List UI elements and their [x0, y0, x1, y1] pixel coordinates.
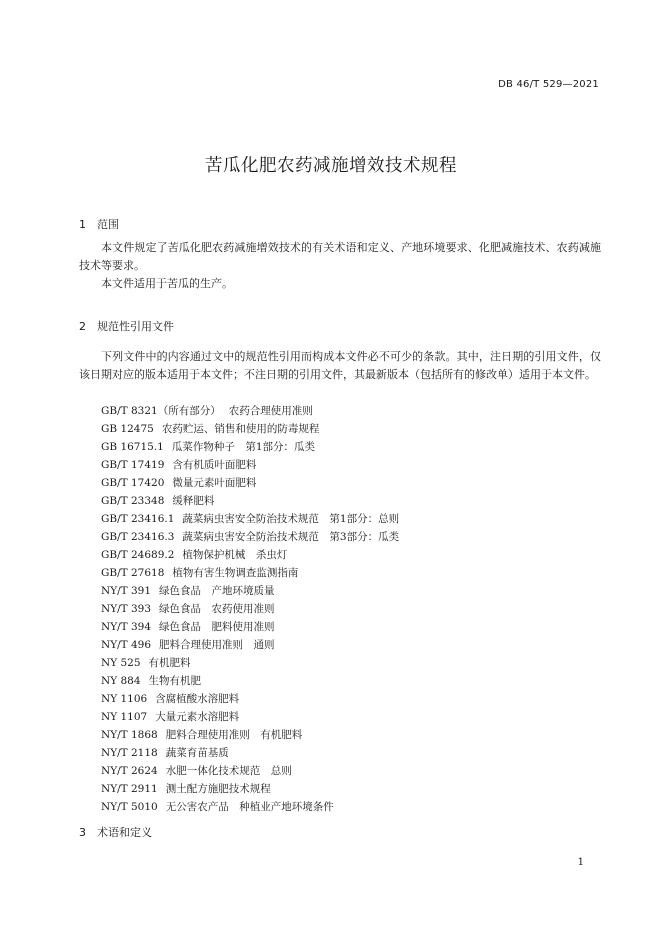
reference-item: [101, 798, 399, 816]
reference-item: [101, 690, 399, 708]
reference-item: [101, 474, 399, 492]
reference-title: 含有机质叶面肥料: [172, 459, 257, 471]
section-2-heading: [79, 318, 174, 334]
reference-item: [101, 636, 399, 654]
reference-list: [101, 402, 399, 816]
reference-title: 绿色食品 肥料使用准则: [159, 621, 275, 633]
reference-code: NY/T 2911: [101, 783, 158, 795]
reference-title: 蔬菜病虫害安全防治技术规范 第3部分：瓜类: [182, 531, 400, 543]
reference-code: GB 16715.1: [101, 441, 164, 453]
reference-code: GB/T 27618: [101, 567, 165, 579]
page-number: 1: [577, 857, 584, 868]
reference-code: GB/T 8321（所有部分）: [101, 405, 221, 417]
section-3-heading: [79, 824, 152, 840]
section-number: 2: [79, 320, 86, 333]
reference-item: [101, 672, 399, 690]
reference-item: [101, 762, 399, 780]
reference-code: GB/T 24689.2: [101, 549, 175, 561]
reference-title: 大量元素水溶肥料: [155, 711, 240, 723]
reference-code: NY/T 394: [101, 621, 152, 633]
section-number: 1: [79, 218, 86, 231]
reference-item: [101, 456, 399, 474]
reference-title: 水肥一体化技术规范 总则: [165, 765, 292, 777]
reference-title: 植物有害生物调查监测指南: [172, 567, 299, 579]
reference-item: [101, 780, 399, 798]
reference-item: [101, 510, 399, 528]
reference-code: NY/T 1868: [101, 729, 158, 741]
reference-title: 植物保护机械 杀虫灯: [182, 549, 288, 561]
reference-item: [101, 546, 399, 564]
standard-code: DB 46/T 529—2021: [498, 79, 599, 90]
reference-code: NY/T 496: [101, 639, 152, 651]
reference-title: 含腐植酸水溶肥料: [155, 693, 240, 705]
normative-intro-paragraph: 下列文件中的内容通过文中的规范性引用而构成本文件必不可少的条款。其中，注日期的引用文件，仅该日期对应的版本适用于本文件；不注日期的引用文件，其最新版本（包括所有的修改单）适用于本文件。: [79, 350, 601, 381]
reference-title: 蔬菜育苗基质: [165, 747, 229, 759]
reference-code: NY/T 2624: [101, 765, 158, 777]
reference-code: GB/T 23348: [101, 495, 165, 507]
reference-title: 测土配方施肥技术规程: [165, 783, 271, 795]
section-title: 范围: [97, 218, 119, 231]
section-number: 3: [79, 826, 86, 839]
reference-title: 有机肥料: [148, 657, 191, 669]
reference-title: 生物有机肥: [148, 675, 201, 687]
reference-title: 绿色食品 产地环境质量: [159, 585, 275, 597]
document-title: 苦瓜化肥农药减施增效技术规程: [205, 156, 457, 176]
reference-item: [101, 420, 399, 438]
scope-paragraph-1: 本文件规定了苦瓜化肥农药减施增效技术的有关术语和定义、产地环境要求、化肥减施技术、农药减施技术等要求。: [79, 241, 601, 272]
reference-item: [101, 528, 399, 546]
reference-code: NY/T 2118: [101, 747, 158, 759]
reference-item: [101, 744, 399, 762]
reference-title: 缓释肥料: [172, 495, 215, 507]
reference-title: 蔬菜病虫害安全防治技术规范 第1部分：总则: [182, 513, 400, 525]
reference-code: GB/T 17419: [101, 459, 165, 471]
reference-item: [101, 492, 399, 510]
reference-title: 绿色食品 农药使用准则: [159, 603, 275, 615]
section-title: 术语和定义: [97, 826, 152, 839]
section-title: 规范性引用文件: [97, 320, 174, 333]
reference-item: [101, 726, 399, 744]
reference-code: NY 1107: [101, 711, 148, 723]
reference-code: GB/T 23416.1: [101, 513, 175, 525]
reference-item: [101, 582, 399, 600]
reference-title: 无公害农产品 种植业产地环境条件: [165, 801, 334, 813]
reference-code: GB 12475: [101, 423, 154, 435]
reference-code: NY 884: [101, 675, 141, 687]
scope-paragraph-2: 本文件适用于苦瓜的生产。: [101, 277, 233, 290]
reference-code: NY 525: [101, 657, 141, 669]
reference-code: NY/T 393: [101, 603, 152, 615]
reference-item: [101, 438, 399, 456]
reference-item: [101, 600, 399, 618]
reference-title: 瓜菜作物种子 第1部分：瓜类: [171, 441, 316, 453]
reference-title: 肥料合理使用准则 有机肥料: [165, 729, 303, 741]
reference-item: [101, 654, 399, 672]
reference-item: [101, 708, 399, 726]
reference-code: GB/T 23416.3: [101, 531, 175, 543]
reference-code: NY/T 391: [101, 585, 152, 597]
reference-title: 农药合理使用准则: [228, 405, 313, 417]
reference-title: 微量元素叶面肥料: [172, 477, 257, 489]
reference-title: 农药贮运、销售和使用的防毒规程: [161, 423, 320, 435]
reference-code: NY/T 5010: [101, 801, 158, 813]
reference-item: [101, 564, 399, 582]
reference-item: [101, 402, 399, 420]
reference-code: GB/T 17420: [101, 477, 165, 489]
reference-code: NY 1106: [101, 693, 148, 705]
reference-title: 肥料合理使用准则 通则: [159, 639, 275, 651]
section-1-heading: [79, 216, 119, 232]
reference-item: [101, 618, 399, 636]
